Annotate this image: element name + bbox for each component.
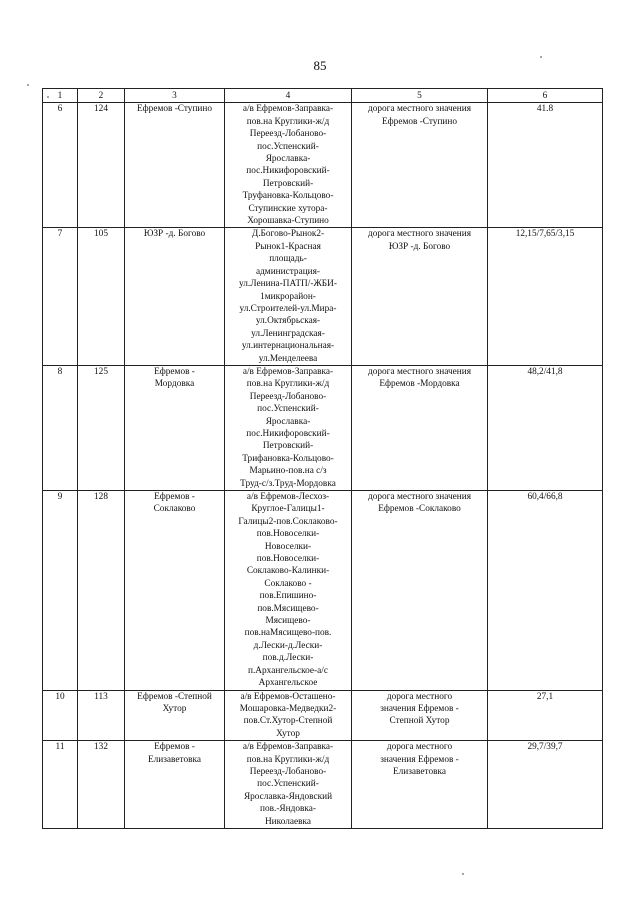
route-path-line: Труд-с/з.Труд-Мордовка bbox=[240, 478, 336, 489]
route-length-line: 41.8 bbox=[536, 104, 554, 115]
route-path-line: а/в Ефремов-Заправка- bbox=[242, 742, 334, 753]
route-path-line: ул.Ленинградская- bbox=[251, 328, 325, 339]
road-type-line: Елизаветовка bbox=[392, 766, 447, 777]
route-path-cell bbox=[225, 365, 352, 490]
route-number-cell: 105 bbox=[78, 228, 125, 365]
scan-speck bbox=[47, 96, 49, 98]
road-type-line: дорога местного значения bbox=[368, 229, 471, 240]
route-number-cell: 132 bbox=[78, 741, 125, 829]
table-row bbox=[43, 741, 603, 829]
route-path-line: администрация- bbox=[255, 266, 321, 277]
route-path-line: пос.Успенский- bbox=[257, 141, 319, 152]
road-type-line: Ефремов -Соклаково bbox=[378, 504, 461, 515]
route-path-line: площадь- bbox=[269, 254, 307, 265]
route-path-line: пос.Никифоровский- bbox=[246, 166, 330, 177]
scan-speck bbox=[462, 873, 464, 875]
route-path-line: Николаевка bbox=[264, 816, 312, 827]
table-row bbox=[43, 491, 603, 691]
route-path-line: а/в Ефремов-Заправка- bbox=[242, 366, 334, 377]
route-path-line: Архангельское bbox=[258, 678, 318, 689]
road-type-line: дорога местного bbox=[386, 691, 453, 702]
route-path-line: ул.Строителей-ул.Мира- bbox=[239, 303, 337, 314]
route-path-line: Хорошавка-Ступино bbox=[247, 216, 329, 227]
road-type-line: дорога местного значения bbox=[368, 104, 471, 115]
route-path-line: Д.Богово-Рынок2- bbox=[251, 229, 325, 240]
route-path-line: 1микрорайон- bbox=[260, 291, 316, 302]
route-path-cell bbox=[225, 228, 352, 365]
route-path-line: Ярославка- bbox=[265, 154, 311, 165]
route-name-line: Елизаветовка bbox=[147, 754, 202, 765]
route-path-line: пов.Ст.Хутор-Степной bbox=[243, 716, 333, 727]
route-path-line: Труфановка-Кольцово- bbox=[242, 191, 334, 202]
table-row bbox=[43, 365, 603, 490]
route-name-line: Ефремов - bbox=[154, 742, 195, 753]
route-path-line: Переезд-Лобаново- bbox=[249, 129, 327, 140]
road-type-cell bbox=[352, 741, 488, 829]
route-path-cell bbox=[225, 103, 352, 228]
route-path-line: пов.на Круглики-ж/д bbox=[246, 754, 330, 765]
route-name-cell bbox=[125, 741, 225, 829]
road-type-cell bbox=[352, 228, 488, 365]
road-type-line: Ефремов -Мордовка bbox=[379, 379, 460, 390]
road-type-cell bbox=[352, 690, 488, 741]
route-length-cell bbox=[488, 741, 603, 829]
header-cell-6: 6 bbox=[488, 89, 603, 103]
route-path-line: пос.Успенский- bbox=[257, 779, 319, 790]
route-name-line: ЮЗР -д. Богово bbox=[143, 229, 206, 240]
table-row bbox=[43, 103, 603, 228]
route-path-line: Соклаково-Калинки- bbox=[246, 566, 330, 577]
route-path-line: Соклаково - bbox=[264, 578, 312, 589]
route-path-line: а/в Ефремов-Осташено- bbox=[240, 691, 336, 702]
header-cell-4: 4 bbox=[225, 89, 352, 103]
route-length-cell bbox=[488, 491, 603, 691]
route-path-line: а/в Ефремов-Заправка- bbox=[242, 104, 334, 115]
route-name-line: Хутор bbox=[162, 703, 187, 714]
road-type-cell bbox=[352, 491, 488, 691]
road-type-cell bbox=[352, 103, 488, 228]
route-path-line: Рынок1-Красная bbox=[255, 241, 321, 252]
route-length-line: 60,4/66,8 bbox=[527, 492, 563, 502]
route-path-line: д.Лески-д.Лески- bbox=[253, 640, 323, 651]
route-path-line: ул.Ленина-ПАТП/-ЖБИ- bbox=[239, 279, 337, 290]
road-type-line: дорога местного bbox=[386, 742, 453, 753]
route-path-line: пов.на Круглики-ж/д bbox=[246, 379, 330, 390]
route-path-line: Мошаровка-Медведки2- bbox=[239, 703, 337, 714]
route-length-line: 12,15/7,65/3,15 bbox=[515, 229, 575, 240]
route-path-line: Ступинские хутора- bbox=[248, 203, 328, 214]
road-type-line: дорога местного значения bbox=[368, 492, 471, 502]
route-length-line: 48,2/41,8 bbox=[527, 366, 563, 377]
road-type-line: значения Ефремов - bbox=[380, 754, 459, 765]
table-row bbox=[43, 228, 603, 365]
route-path-line: пос.Успенский- bbox=[257, 404, 319, 415]
route-name-cell bbox=[125, 103, 225, 228]
route-path-line: ул.интернациональная- bbox=[241, 341, 335, 352]
route-name-line: Ефремов - bbox=[154, 366, 195, 377]
route-path-line: пов.на Круглики-ж/д bbox=[246, 116, 330, 127]
route-path-line: пов.Новоселки- bbox=[256, 529, 320, 540]
road-type-line: Ефремов -Ступино bbox=[381, 116, 458, 127]
route-path-line: а/в Ефремов-Лесхоз- bbox=[246, 492, 330, 502]
route-length-line: 27,1 bbox=[536, 691, 554, 702]
route-path-line: Круглое-Галицы1- bbox=[251, 504, 325, 515]
routes-table bbox=[42, 88, 603, 829]
route-path-line: Переезд-Лобаново- bbox=[249, 391, 327, 402]
route-path-cell bbox=[225, 491, 352, 691]
route-number-cell: 128 bbox=[78, 491, 125, 691]
route-length-cell bbox=[488, 228, 603, 365]
route-name-cell bbox=[125, 690, 225, 741]
route-number-cell: 125 bbox=[78, 365, 125, 490]
road-type-line: Степной Хутор bbox=[389, 716, 450, 727]
header-cell-1: 1 bbox=[43, 89, 78, 103]
route-path-line: пов.Епишино- bbox=[259, 591, 317, 602]
header-row bbox=[43, 89, 603, 103]
row-number-cell: 7 bbox=[43, 228, 78, 365]
route-number-cell: 124 bbox=[78, 103, 125, 228]
route-path-line: ул.Менделеева bbox=[258, 353, 318, 364]
scan-speck bbox=[540, 56, 542, 58]
route-length-line: 29,7/39,7 bbox=[527, 742, 563, 753]
route-name-line: Ефремов -Ступино bbox=[136, 104, 213, 115]
route-name-line: Ефремов - bbox=[154, 492, 195, 502]
route-path-line: ул.Октябрьская- bbox=[255, 316, 321, 327]
route-name-line: Соклаково bbox=[153, 504, 196, 515]
route-path-line: Переезд-Лобаново- bbox=[249, 766, 327, 777]
route-path-line: пос.Никифоровский- bbox=[246, 428, 330, 439]
route-path-line: пов.наМясищево-пов. bbox=[244, 628, 332, 639]
route-path-line: пов.Новоселки- bbox=[256, 554, 320, 565]
route-path-line: Галицы2-пов.Соклаково- bbox=[238, 516, 338, 527]
route-path-line: Петровский- bbox=[262, 178, 314, 189]
row-number-cell: 6 bbox=[43, 103, 78, 228]
scan-speck bbox=[27, 84, 29, 86]
road-type-line: ЮЗР -д. Богово bbox=[388, 241, 451, 252]
header-cell-2: 2 bbox=[78, 89, 125, 103]
route-path-line: Трифановка-Кольцово- bbox=[242, 453, 334, 464]
route-path-line: пов.д.Лески- bbox=[262, 653, 314, 664]
route-name-line: Мордовка bbox=[154, 379, 195, 390]
route-name-cell bbox=[125, 228, 225, 365]
header-cell-5: 5 bbox=[352, 89, 488, 103]
route-name-cell bbox=[125, 491, 225, 691]
page-number: 85 bbox=[313, 58, 327, 73]
route-path-cell bbox=[225, 690, 352, 741]
road-type-cell bbox=[352, 365, 488, 490]
road-type-line: дорога местного значения bbox=[368, 366, 471, 377]
row-number-cell: 10 bbox=[43, 690, 78, 741]
route-path-line: Новоселки- bbox=[264, 541, 312, 552]
route-path-line: Марьино-пов.на с/з bbox=[249, 466, 327, 477]
route-path-line: Ярославка-Яндовский bbox=[243, 791, 333, 802]
table-row bbox=[43, 690, 603, 741]
header-cell-3: 3 bbox=[125, 89, 225, 103]
row-number-cell: 8 bbox=[43, 365, 78, 490]
row-number-cell: 9 bbox=[43, 491, 78, 691]
route-length-cell bbox=[488, 103, 603, 228]
route-name-line: Ефремов -Степной bbox=[137, 691, 212, 702]
route-path-line: п.Архангельское-а/с bbox=[248, 665, 328, 676]
row-number-cell: 11 bbox=[43, 741, 78, 829]
route-length-cell bbox=[488, 690, 603, 741]
route-path-line: пов.Мясищево- bbox=[257, 603, 319, 614]
route-name-cell bbox=[125, 365, 225, 490]
route-path-line: Мясищево- bbox=[265, 616, 311, 627]
route-path-line: Ярославка- bbox=[265, 416, 311, 427]
route-length-cell bbox=[488, 365, 603, 490]
route-path-line: Хутор bbox=[276, 728, 300, 739]
route-path-line: пов.-Яндовка- bbox=[260, 804, 316, 815]
route-number-cell: 113 bbox=[78, 690, 125, 741]
route-path-cell bbox=[225, 741, 352, 829]
road-type-line: значения Ефремов - bbox=[380, 703, 459, 714]
route-path-line: Петровский- bbox=[262, 441, 314, 452]
